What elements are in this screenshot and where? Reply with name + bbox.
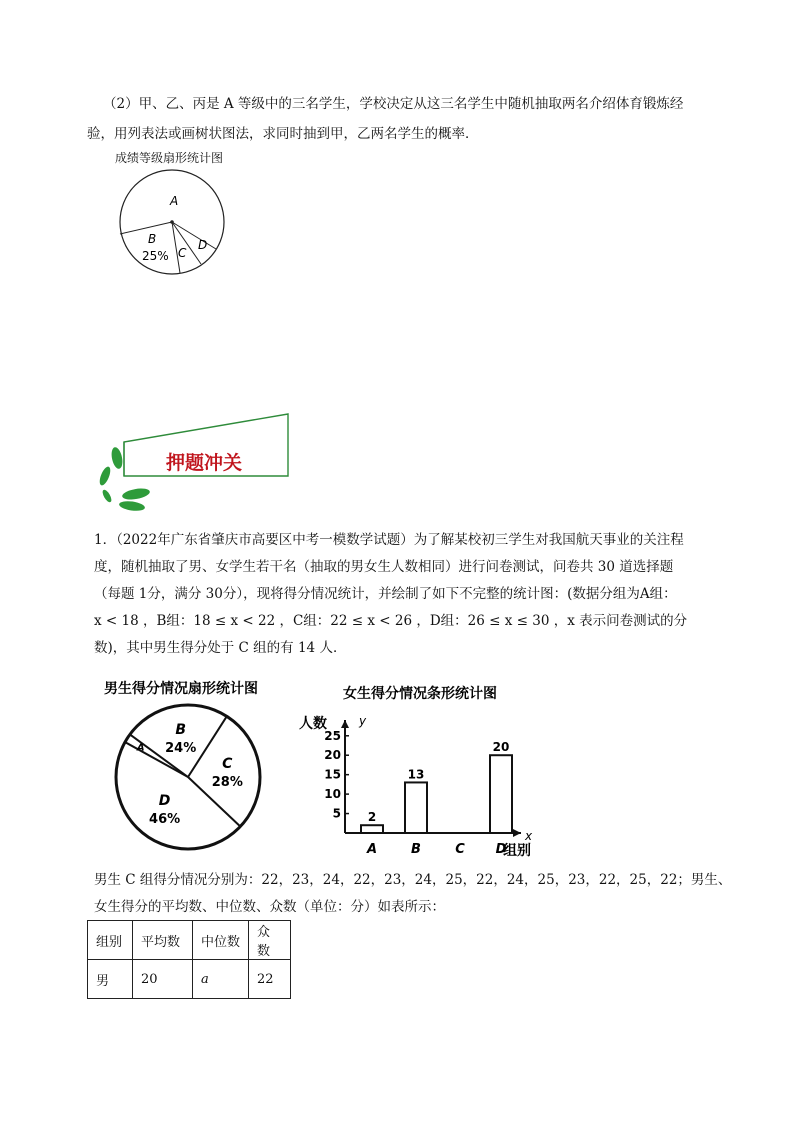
bar-value-label-a: 2 (367, 810, 377, 825)
part2-line1: （2）甲、乙、丙是 A 等级中的三名学生，学校决定从这三名学生中随机抽取两名介绍体育锻炼经 (103, 96, 684, 112)
boys-score-pie-chart (100, 675, 290, 855)
category-label-d: D (495, 842, 507, 857)
problem1-line1: 1．（2022年广东省肇庆市高要区中考一模数学试题）为了解某校初三学生对我国航天事业的关注程 (94, 532, 684, 548)
stats-table (87, 920, 291, 999)
pie1-label-b: B (148, 232, 157, 246)
table-header-row (88, 921, 291, 960)
problem1-line3: （每题 1分，满分 30分），现将得分情况统计，并绘制了如下不完整的统计图：(数据分组为A组： (94, 586, 677, 602)
boys-pie-label-d: D (158, 792, 171, 809)
boys-pie-label-c: C (222, 756, 233, 773)
problem1-line5: 数)，其中男生得分处于 C 组的有 14 人． (94, 640, 347, 656)
y-tick-label: 15 (324, 767, 341, 782)
pie1-label-d: D (198, 238, 208, 252)
pie1-label-b-pct: 25% (142, 249, 169, 263)
boys-pie-pct-b: 24% (165, 741, 197, 757)
problem1-line2: 度，随机抽取了男、女学生若干名（抽取的男女生人数相同）进行问卷测试，问卷共 30 道选择题 (94, 559, 674, 575)
table-header: 中位数 (193, 921, 249, 960)
category-label-a: A (366, 842, 378, 857)
girls-bar-xlabel-symbol: x (525, 829, 533, 843)
bar-b (405, 782, 427, 833)
x-axis-arrow-icon (513, 829, 521, 837)
table-row (88, 960, 291, 999)
bar-d (490, 755, 512, 833)
bar-value-label-b: 13 (407, 767, 425, 782)
table-cell: 20 (133, 960, 193, 999)
girls-bar-title: 女生得分情况条形统计图 (343, 686, 497, 702)
bar-a (361, 825, 383, 833)
y-tick-label: 10 (324, 787, 341, 802)
table-header: 平均数 (133, 921, 193, 960)
pie1-label-a: A (170, 194, 179, 208)
category-label-b: B (411, 842, 421, 857)
stats-intro-line: 女生得分的平均数、中位数、众数（单位：分）如表所示： (94, 899, 445, 915)
boys-pie-pct-d: 46% (149, 811, 181, 827)
table-header: 众数 (249, 921, 291, 960)
c-scores-line: 男生 C 组得分情况分别为：22，23，24，22，23，24，25，22，24，25，23，22，25，22；男生、 (94, 872, 732, 888)
y-axis-arrow-icon (341, 720, 349, 728)
pie1-label-c: C (178, 246, 187, 260)
boys-pie-label-b: B (175, 722, 187, 739)
table-cell: 男 (88, 960, 133, 999)
table-cell: a (193, 960, 249, 999)
table-header: 组别 (88, 921, 133, 960)
part2-line2: 验，用列表法或画树状图法，求同时抽到甲，乙两名学生的概率． (87, 126, 479, 142)
girls-bar-xlabel: 组别 (503, 843, 531, 859)
boys-pie-label-a: A (136, 742, 145, 754)
bar-value-label-d: 20 (492, 740, 510, 755)
girls-bar-ylabel-symbol: y (359, 714, 367, 728)
y-tick-label: 5 (332, 806, 341, 821)
girls-score-bar-chart (295, 680, 550, 860)
problem1-line4: x < 18 ，B组：18 ≤ x < 22 ，C组：22 ≤ x < 26 ，D组：26 ≤ x ≤ 30 ，x 表示问卷测试的分 (94, 613, 688, 629)
pie1-title: 成绩等级扇形统计图 (115, 151, 224, 165)
girls-bar-ylabel: 人数 (299, 716, 327, 732)
boys-pie-title: 男生得分情况扇形统计图 (104, 681, 258, 697)
boys-pie-pct-c: 28% (211, 775, 243, 791)
y-tick-label: 25 (324, 728, 341, 743)
leaf-icon (110, 446, 124, 470)
table-cell: 22 (249, 960, 291, 999)
grade-pie-chart (118, 167, 228, 277)
category-label-c: C (455, 842, 465, 857)
banner-title: 押题冲关 (166, 452, 243, 474)
y-tick-label: 20 (324, 748, 341, 763)
